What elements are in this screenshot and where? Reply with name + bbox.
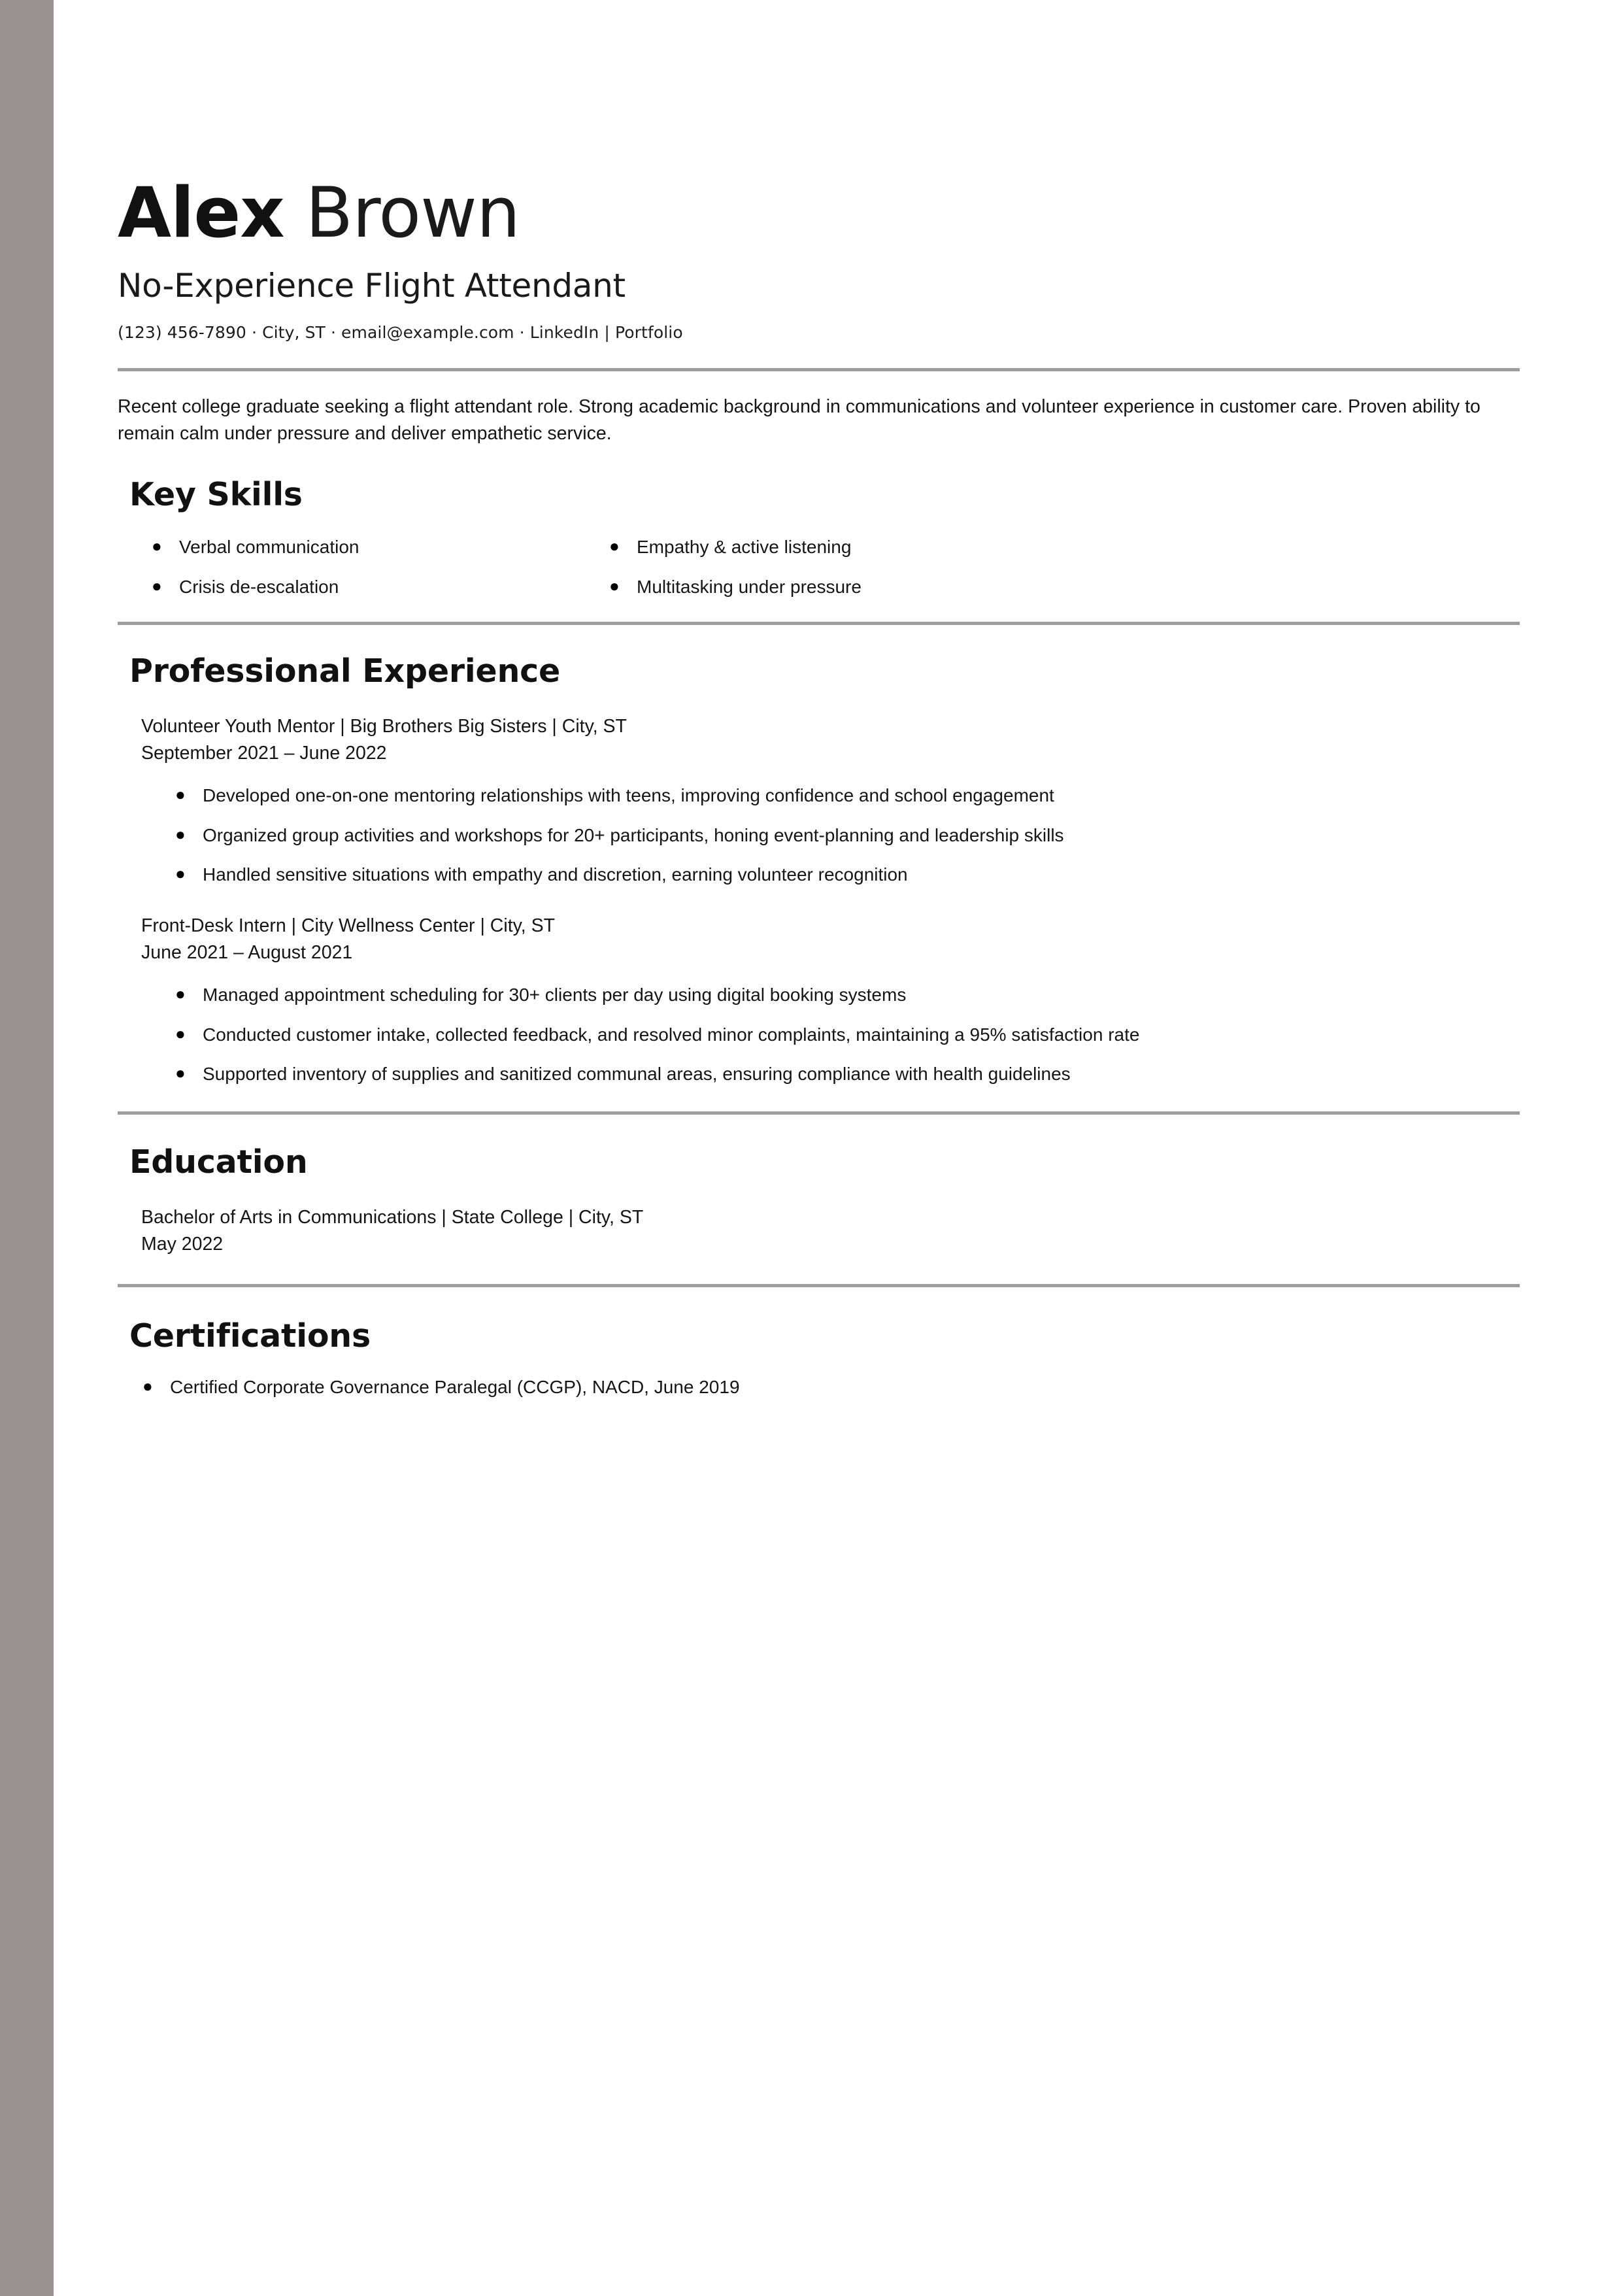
experience-date-line: June 2021 – August 2021	[141, 942, 353, 964]
divider-header	[118, 368, 1520, 371]
job-title-headline: No-Experience Flight Attendant	[118, 267, 626, 305]
bullet-icon: ●	[142, 1376, 153, 1396]
candidate-name	[118, 173, 1520, 253]
bullet-item	[133, 1376, 1520, 1399]
bullet-item	[166, 1023, 1520, 1047]
divider-experience	[118, 1111, 1520, 1115]
key-skills-grid	[142, 535, 1520, 598]
education-date-line: May 2022	[141, 1233, 224, 1255]
skill-item	[600, 535, 1520, 558]
bullet-icon: ●	[175, 785, 186, 805]
bullet-item	[166, 784, 1520, 807]
experience-title-line: Front-Desk Intern | City Wellness Center | City, ST	[141, 915, 555, 937]
experience-bullets	[166, 983, 1520, 1086]
experience-date-line: September 2021 – June 2022	[141, 743, 387, 764]
skill-item	[600, 575, 1520, 598]
bullet-icon: ●	[609, 536, 620, 556]
section-heading-education: Education	[129, 1143, 308, 1181]
certifications-list	[133, 1376, 1520, 1399]
last-name: Brown	[284, 173, 520, 253]
bullet-icon: ●	[175, 864, 186, 884]
bullet-text: Organized group activities and workshops for 20+ participants, honing event-planning and leadership skills	[203, 824, 1064, 845]
section-heading-certifications: Certifications	[129, 1317, 371, 1355]
first-name: Alex	[118, 173, 284, 253]
experience-entry	[141, 913, 1520, 1086]
bullet-item	[166, 863, 1520, 886]
section-heading-professional-experience: Professional Experience	[129, 652, 561, 690]
education-entry	[141, 1204, 1520, 1258]
bullet-text: Supported inventory of supplies and sanitized communal areas, ensuring compliance with health guidelines	[203, 1064, 1071, 1085]
skill-label: Multitasking under pressure	[637, 577, 862, 598]
experience-title-line: Volunteer Youth Mentor | Big Brothers Big Sisters | City, ST	[141, 716, 627, 737]
bullet-item	[166, 983, 1520, 1007]
bullet-icon: ●	[609, 576, 620, 596]
left-gray-band	[0, 0, 54, 2296]
bullet-item	[166, 824, 1520, 847]
contact-line: (123) 456-7890 · City, ST · email@example.com · LinkedIn | Portfolio	[118, 323, 683, 343]
experience-entry	[141, 713, 1520, 886]
bullet-text: Developed one-on-one mentoring relationships with teens, improving confidence and school engagement	[203, 785, 1054, 806]
bullet-icon: ●	[152, 576, 162, 596]
bullet-icon: ●	[175, 1063, 186, 1083]
section-heading-key-skills: Key Skills	[129, 476, 303, 514]
bullet-icon: ●	[175, 824, 186, 844]
skill-item	[142, 575, 600, 598]
bullet-icon: ●	[175, 984, 186, 1004]
bullet-icon: ●	[175, 1023, 186, 1043]
bullet-text: Conducted customer intake, collected feedback, and resolved minor complaints, maintaining a 95% satisfaction rate	[203, 1024, 1140, 1045]
bullet-text: Managed appointment scheduling for 30+ clients per day using digital booking systems	[203, 985, 907, 1005]
professional-summary: Recent college graduate seeking a flight attendant role. Strong academic background in communications and volunteer experience in customer care. Proven ability to remain calm under pressure and deliver empathetic service.	[118, 396, 1481, 445]
certification-text: Certified Corporate Governance Paralegal (CCGP), NACD, June 2019	[170, 1376, 740, 1397]
skill-label: Crisis de-escalation	[179, 577, 339, 598]
resume-page	[54, 0, 1623, 2296]
education-degree-line: Bachelor of Arts in Communications | State College | City, ST	[141, 1206, 644, 1228]
skill-label: Empathy & active listening	[637, 537, 852, 558]
skill-label: Verbal communication	[179, 537, 360, 558]
bullet-text: Handled sensitive situations with empathy and discretion, earning volunteer recognition	[203, 864, 908, 885]
experience-bullets	[166, 784, 1520, 886]
bullet-item	[166, 1062, 1520, 1086]
divider-education	[118, 1284, 1520, 1287]
divider-key-skills	[118, 622, 1520, 625]
skill-item	[142, 535, 600, 558]
bullet-icon: ●	[152, 536, 162, 556]
resume-content	[118, 0, 1520, 1399]
